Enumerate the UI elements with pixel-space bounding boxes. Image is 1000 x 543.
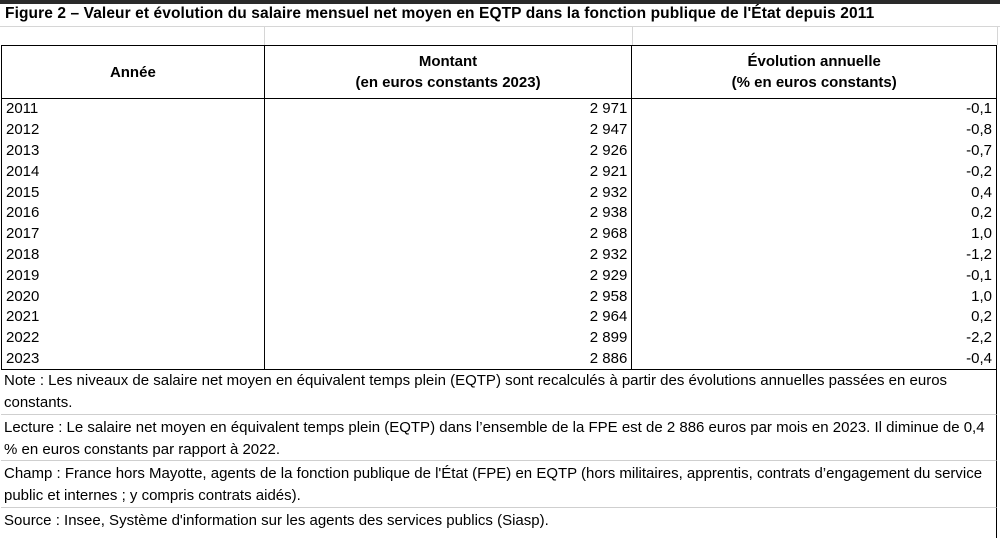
cell-evolution: -0,4 xyxy=(632,349,997,370)
sheet-gridline xyxy=(0,26,1000,27)
cell-year: 2012 xyxy=(2,120,265,141)
salary-table xyxy=(1,45,997,370)
table-row xyxy=(2,203,997,224)
table-row xyxy=(2,224,997,245)
cell-evolution: 0,2 xyxy=(632,203,997,224)
header-amount-line2: (en euros constants 2023) xyxy=(355,74,541,91)
sheet-gridline xyxy=(264,27,265,45)
table-row xyxy=(2,245,997,266)
cell-amount: 2 971 xyxy=(264,99,632,120)
sheet-gridline xyxy=(997,27,998,45)
header-amount xyxy=(264,46,632,99)
table-row xyxy=(2,99,997,120)
cell-year: 2017 xyxy=(2,224,265,245)
source-text: Source : Insee, Système d'information sur les agents des services publics (Siasp). xyxy=(1,508,997,538)
cell-year: 2019 xyxy=(2,265,265,286)
cell-amount: 2 926 xyxy=(264,141,632,162)
cell-evolution: 1,0 xyxy=(632,224,997,245)
cell-evolution: 1,0 xyxy=(632,286,997,307)
cell-amount: 2 932 xyxy=(264,245,632,266)
cell-amount: 2 899 xyxy=(264,328,632,349)
table-header-row xyxy=(2,46,997,99)
table-row xyxy=(2,307,997,328)
cell-amount: 2 958 xyxy=(264,286,632,307)
cell-year: 2021 xyxy=(2,307,265,328)
cell-year: 2018 xyxy=(2,245,265,266)
header-evolution-line1: Évolution annuelle xyxy=(747,53,881,70)
table-row xyxy=(2,328,997,349)
cell-evolution: -0,1 xyxy=(632,265,997,286)
header-amount-line1: Montant xyxy=(418,53,478,70)
header-year: Année xyxy=(2,46,265,99)
cell-evolution: -0,2 xyxy=(632,161,997,182)
note-text: Note : Les niveaux de salaire net moyen en équivalent temps plein (EQTP) sont recalculés à partir des évolutions annuelles passées en euros constants. xyxy=(1,368,997,415)
cell-amount: 2 938 xyxy=(264,203,632,224)
header-evolution xyxy=(632,46,997,99)
table-row xyxy=(2,120,997,141)
cell-year: 2023 xyxy=(2,349,265,370)
table-row xyxy=(2,161,997,182)
cell-evolution: -2,2 xyxy=(632,328,997,349)
cell-evolution: -0,7 xyxy=(632,141,997,162)
table-row xyxy=(2,182,997,203)
table-row xyxy=(2,349,997,370)
header-evolution-line2: (% en euros constants) xyxy=(731,74,897,91)
cell-amount: 2 921 xyxy=(264,161,632,182)
cell-amount: 2 886 xyxy=(264,349,632,370)
table-row xyxy=(2,286,997,307)
sheet-gridline xyxy=(632,27,633,45)
table-row xyxy=(2,141,997,162)
cell-year: 2022 xyxy=(2,328,265,349)
cell-evolution: 0,2 xyxy=(632,307,997,328)
cell-evolution: -0,1 xyxy=(632,99,997,120)
table-row xyxy=(2,265,997,286)
cell-amount: 2 932 xyxy=(264,182,632,203)
figure-title: Figure 2 – Valeur et évolution du salaire mensuel net moyen en EQTP dans la fonction publique de l'État depuis 2011 xyxy=(5,5,875,22)
cell-year: 2020 xyxy=(2,286,265,307)
cell-amount: 2 964 xyxy=(264,307,632,328)
cell-evolution: -1,2 xyxy=(632,245,997,266)
lecture-text: Lecture : Le salaire net moyen en équivalent temps plein (EQTP) dans l’ensemble de la FPE est de 2 886 euros par mois en 2023. Il diminue de 0,4 % en euros constants par rapport à 2022. xyxy=(1,415,997,461)
cell-evolution: -0,8 xyxy=(632,120,997,141)
cell-amount: 2 968 xyxy=(264,224,632,245)
cell-year: 2015 xyxy=(2,182,265,203)
cell-amount: 2 929 xyxy=(264,265,632,286)
top-border xyxy=(0,0,1000,4)
champ-text: Champ : France hors Mayotte, agents de la fonction publique de l'État (FPE) en EQTP (hors militaires, apprentis, contrats d’engagement du service public et internes ; y compris contrats aidés). xyxy=(1,461,997,508)
cell-year: 2011 xyxy=(2,99,265,120)
notes-block xyxy=(1,368,997,538)
cell-year: 2016 xyxy=(2,203,265,224)
cell-evolution: 0,4 xyxy=(632,182,997,203)
cell-year: 2013 xyxy=(2,141,265,162)
cell-amount: 2 947 xyxy=(264,120,632,141)
cell-year: 2014 xyxy=(2,161,265,182)
